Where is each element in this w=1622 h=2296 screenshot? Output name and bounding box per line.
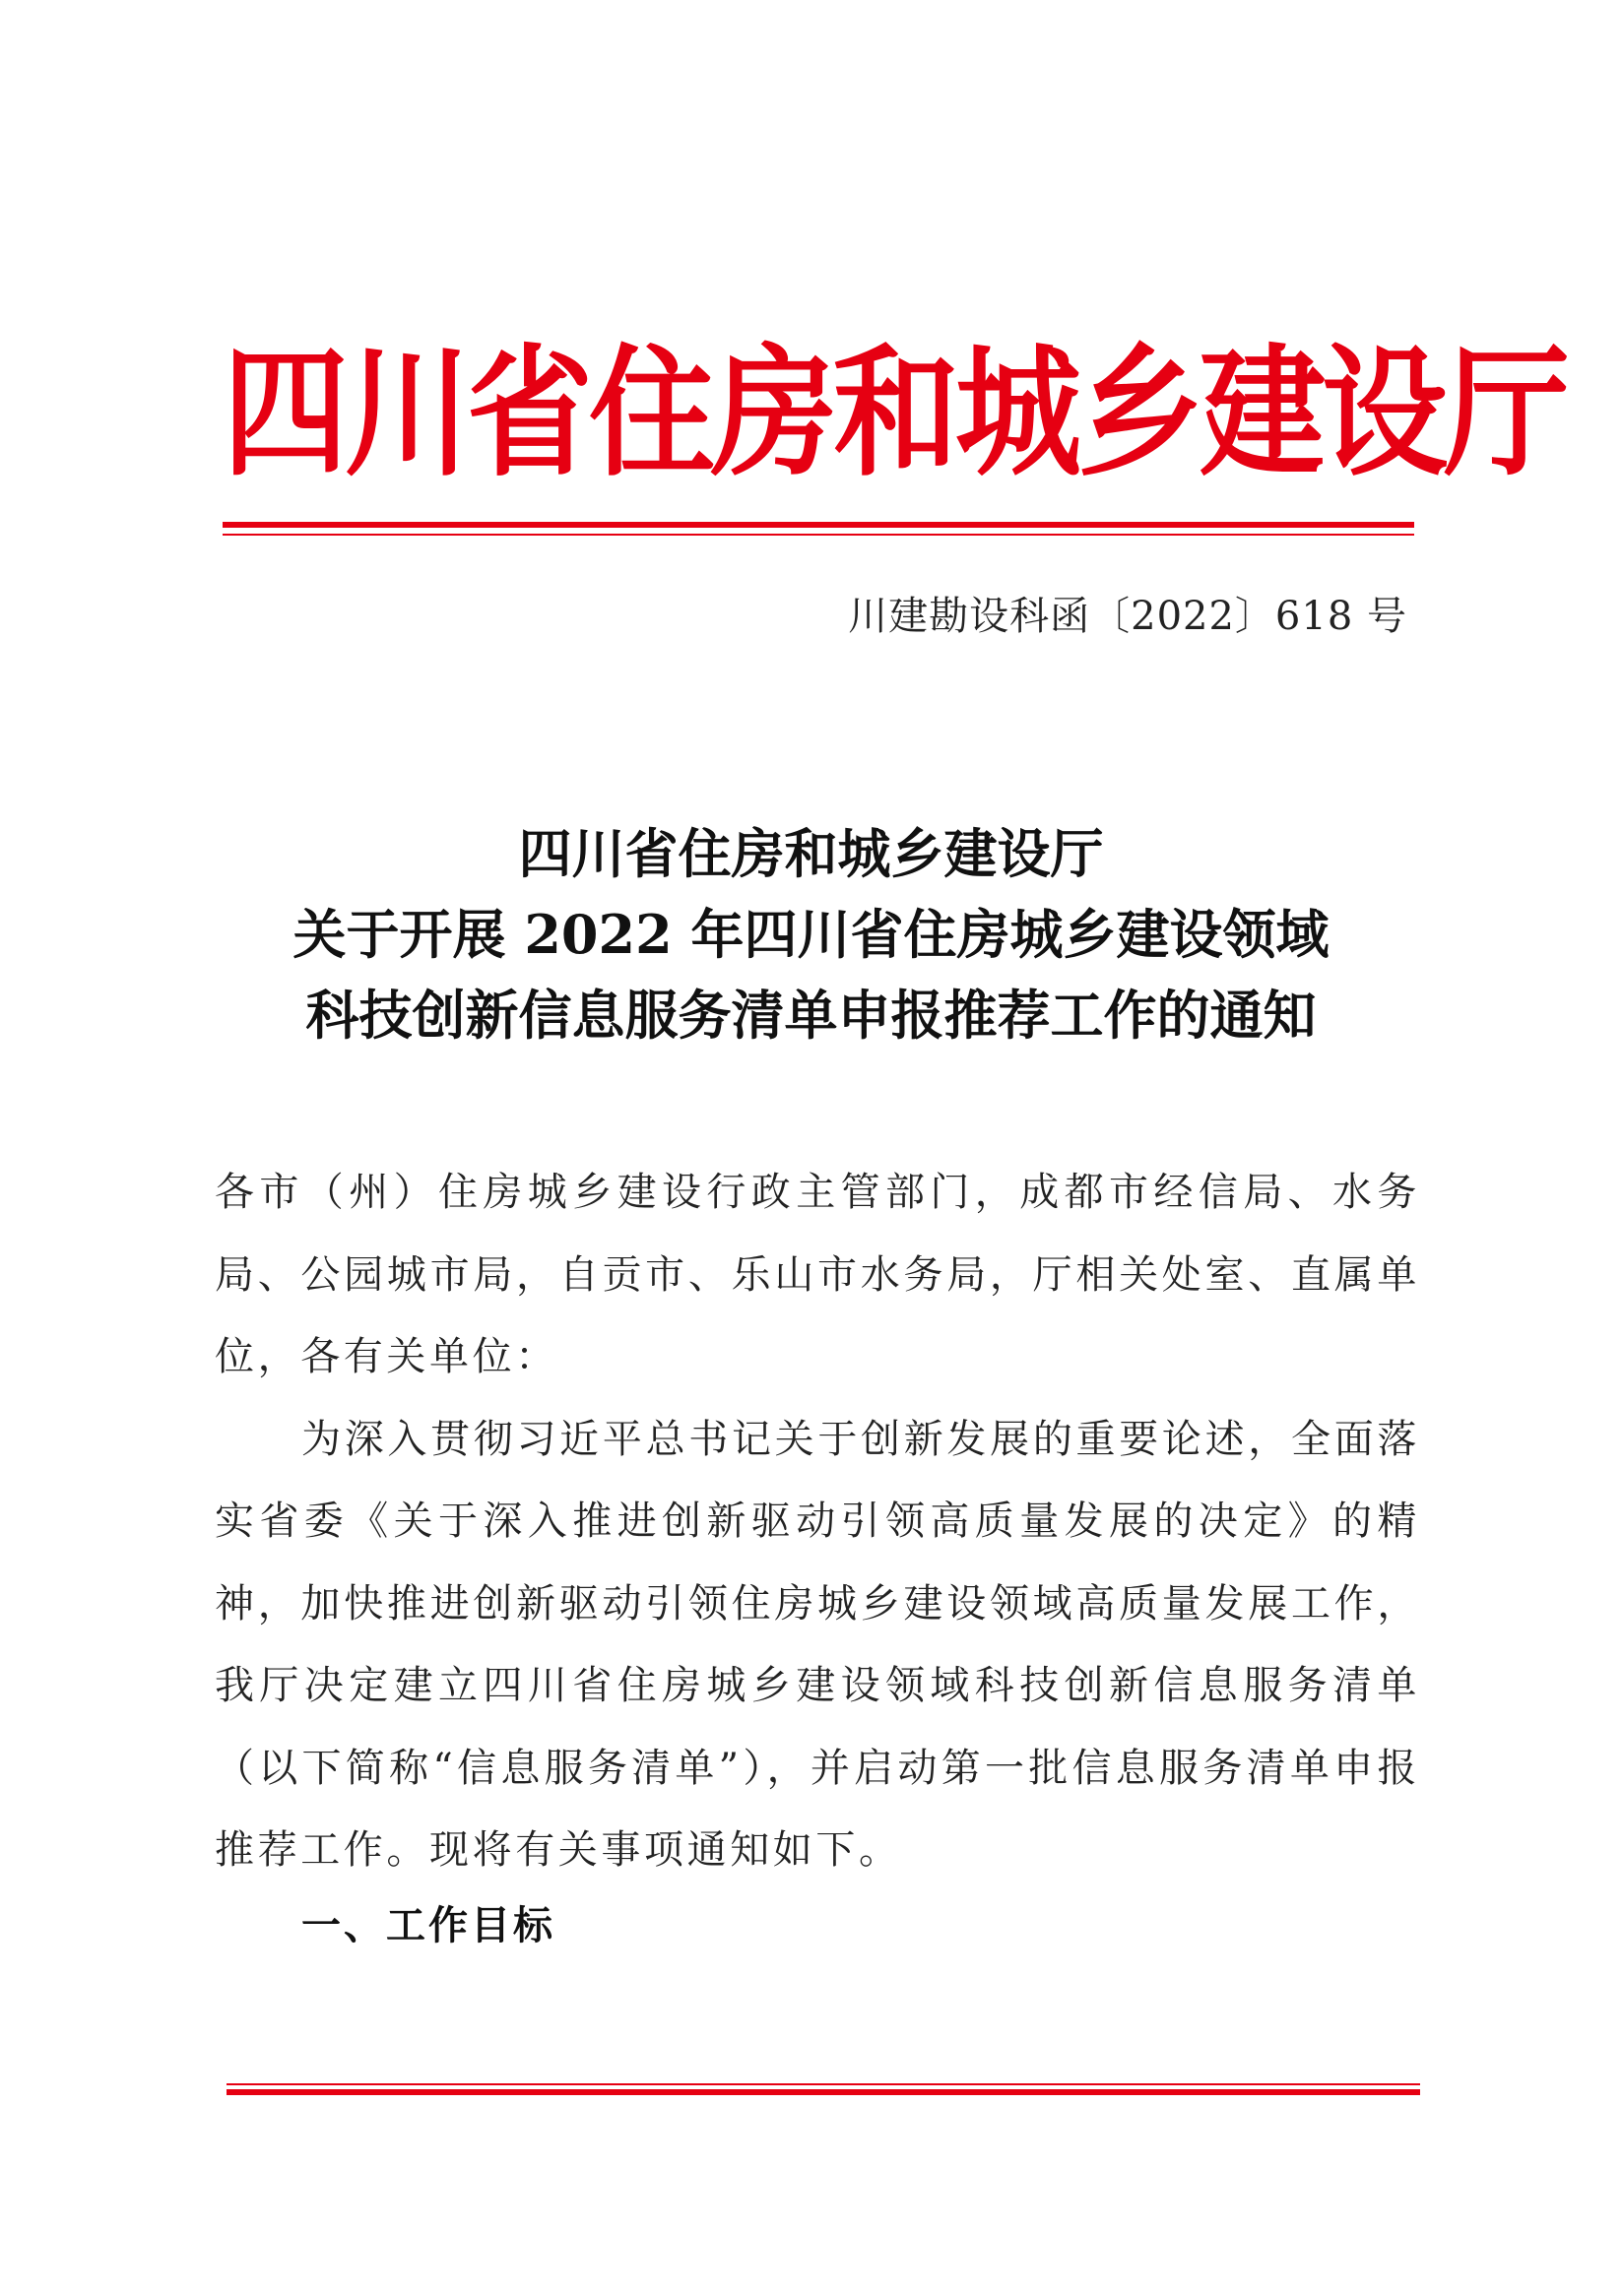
section-heading: 一、工作目标	[301, 1903, 555, 1948]
document-body	[215, 1152, 1420, 1892]
red-rule-thin-line	[223, 534, 1414, 536]
body-paragraph-1: 为深入贯彻习近平总书记关于创新发展的重要论述，全面落实省委《关于深入推进创新驱动引领高质量发展的决定》的精神，加快推进创新驱动引领住房城乡建设领域高质量发展工作，我厅决定建立四川省住房城乡建设领域科技创新信息服务清单（以下简称“信息服务清单”），并启动第一批信息服务清单申报推荐工作。现将有关事项通知如下。	[215, 1416, 1420, 1873]
footer-rule-thick-line	[227, 2089, 1420, 2095]
title-line-1: 四川省住房和城乡建设厅	[518, 822, 1104, 885]
title-line-2: 关于开展 2022 年四川省住房城乡建设领域	[292, 903, 1330, 966]
footer-rule-thin-line	[227, 2083, 1420, 2085]
document-title	[197, 813, 1425, 1055]
masthead-agency-name: 四川省住房和城乡建设厅	[223, 331, 1567, 496]
red-rule-thick-line	[223, 522, 1414, 528]
document-number: 川建勘设科函〔2022〕618 号	[848, 594, 1407, 639]
addressees-paragraph: 各市（州）住房城乡建设行政主管部门，成都市经信局、水务局、公园城市局，自贡市、乐山市水务局，厅相关处室、直属单位，各有关单位：	[215, 1170, 1420, 1379]
title-line-3: 科技创新信息服务清单申报推荐工作的通知	[305, 984, 1317, 1047]
